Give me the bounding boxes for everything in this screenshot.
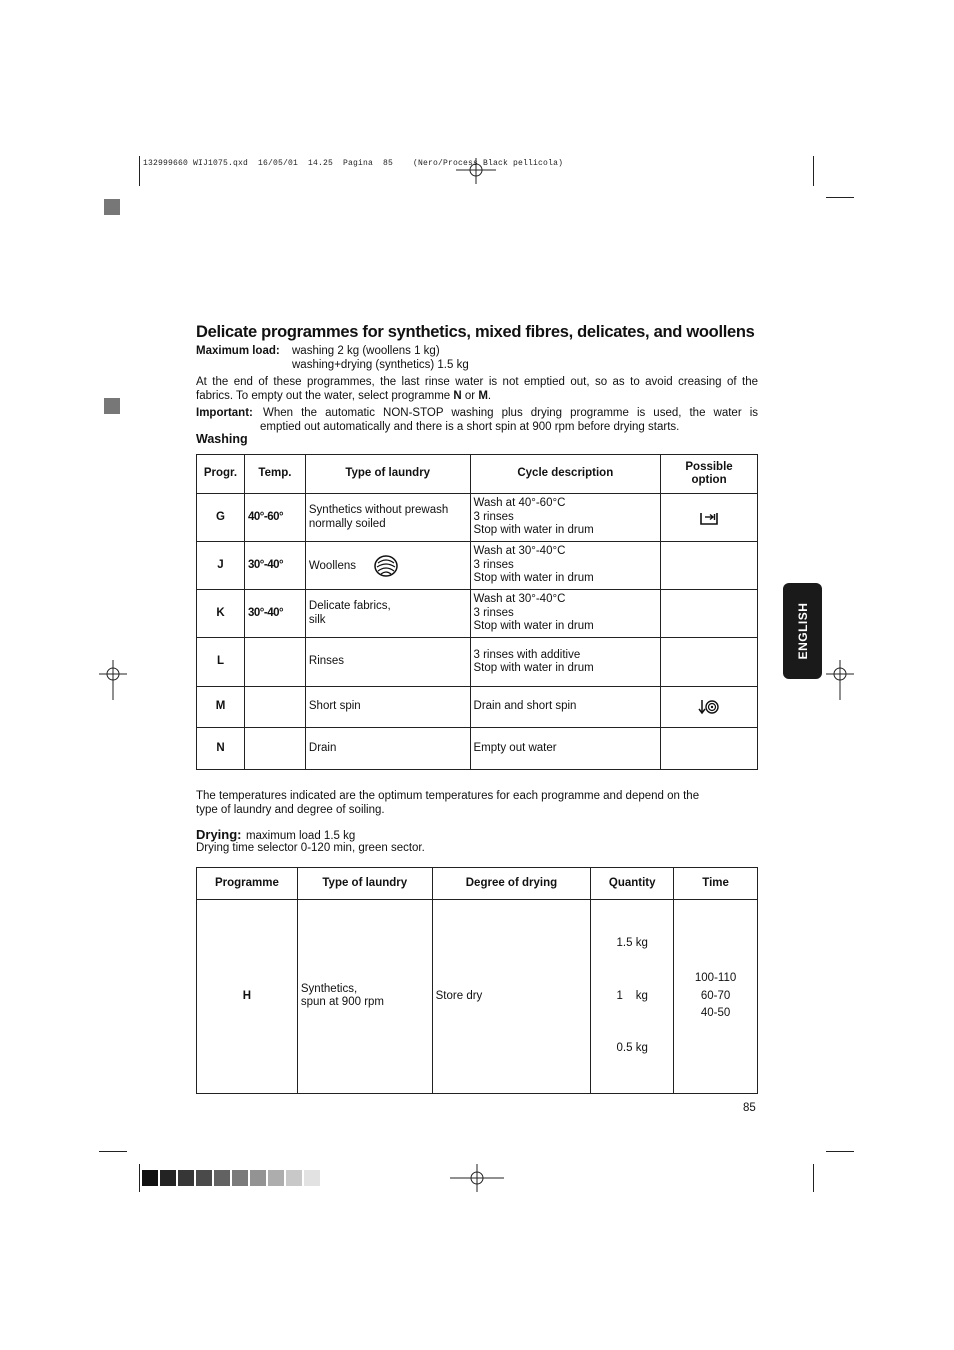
color-swatch: [232, 1170, 248, 1186]
color-swatch: [268, 1170, 284, 1186]
table-row: [197, 687, 758, 728]
table-row: [197, 494, 758, 542]
gray-marker: [104, 199, 120, 215]
crop-mark: [826, 197, 854, 198]
max-load-line1: washing 2 kg (woollens 1 kg): [292, 345, 440, 357]
intro-line2: fabrics. To empty out the water, select programme N or M.: [196, 390, 492, 402]
programme-letter: N: [197, 728, 245, 770]
cycle-description: Wash at 30°-40°C 3 rinses Stop with water in drum: [470, 542, 661, 590]
temp-note-line2: type of laundry and degree of soiling.: [196, 804, 385, 816]
temp-note-line1: The temperatures indicated are the optimum temperatures for each programme and depend on the: [196, 790, 700, 802]
column-header: Possible option: [661, 455, 758, 494]
column-header: Type of laundry: [297, 868, 432, 900]
laundry-type: Synthetics, spun at 900 rpm: [297, 900, 432, 1094]
table-row: [197, 638, 758, 687]
temperature: 30°-40°: [244, 542, 305, 590]
crop-mark: [99, 1151, 127, 1152]
column-header: Type of laundry: [305, 455, 470, 494]
laundry-type: Drain: [305, 728, 470, 770]
column-header: Temp.: [244, 455, 305, 494]
degree-of-drying: Store dry: [432, 900, 591, 1094]
washing-table: [196, 454, 758, 770]
registration-mark-left: [99, 660, 127, 700]
temperature: 40°-60°: [244, 494, 305, 542]
crop-mark: [813, 156, 814, 186]
programme-letter: G: [197, 494, 245, 542]
page-title: Delicate programmes for synthetics, mixed fibres, delicates, and woollens: [196, 323, 755, 341]
cycle-description: Wash at 40°-60°C 3 rinses Stop with water in drum: [470, 494, 661, 542]
programme-letter: K: [197, 590, 245, 638]
language-tab: [783, 583, 822, 679]
cycle-description: 3 rinses with additive Stop with water in drum: [470, 638, 661, 687]
crop-mark: [139, 156, 140, 186]
max-load-label: Maximum load:: [196, 345, 280, 357]
crop-mark: [826, 1151, 854, 1152]
table-header-row: [197, 455, 758, 494]
cycle-description: Drain and short spin: [470, 687, 661, 728]
drain-spin-icon: [698, 699, 720, 715]
language-tab-label: ENGLISH: [795, 602, 810, 660]
column-header: Programme: [197, 868, 298, 900]
print-slug: 132999660 WIJ1075.qxd 16/05/01 14.25 Pagina 85 (Nero/Process Black pellicola): [143, 159, 564, 168]
registration-mark-top: [456, 158, 496, 184]
option-cell: [661, 494, 758, 542]
temperature: 30°-40°: [244, 590, 305, 638]
laundry-type: Delicate fabrics, silk: [305, 590, 470, 638]
temperature: [244, 687, 305, 728]
registration-mark-bottom: [450, 1164, 504, 1192]
table-header-row: [197, 868, 758, 900]
option-cell: [661, 728, 758, 770]
laundry-type: Woollens: [305, 542, 470, 590]
color-swatch: [142, 1170, 158, 1186]
programme-letter: M: [197, 687, 245, 728]
table-row: [197, 542, 758, 590]
laundry-type: Synthetics without prewash normally soiled: [305, 494, 470, 542]
column-header: Degree of drying: [432, 868, 591, 900]
option-cell: [661, 638, 758, 687]
color-swatch: [160, 1170, 176, 1186]
max-load-line2: washing+drying (synthetics) 1.5 kg: [292, 359, 469, 371]
crop-mark: [813, 1164, 814, 1192]
column-header: Cycle description: [470, 455, 661, 494]
table-row: [197, 900, 758, 1094]
wool-icon: [373, 554, 399, 578]
drying-info: Drying: maximum load 1.5 kg: [196, 827, 356, 842]
color-swatch: [304, 1170, 320, 1186]
gray-marker: [104, 398, 120, 414]
color-swatch: [286, 1170, 302, 1186]
programme-letter: H: [197, 900, 298, 1094]
table-row: [197, 728, 758, 770]
temperature: [244, 728, 305, 770]
column-header: Quantity: [591, 868, 674, 900]
cycle-description: Wash at 30°-40°C 3 rinses Stop with water in drum: [470, 590, 661, 638]
important-line2: emptied out automatically and there is a short spin at 900 rpm before drying starts.: [260, 421, 680, 433]
option-cell: [661, 542, 758, 590]
programme-letter: J: [197, 542, 245, 590]
important-label: Important:: [196, 407, 253, 419]
option-cell: [661, 687, 758, 728]
intro-line1: At the end of these programmes, the last rinse water is not emptied out, so as to avoid creasing of the: [196, 376, 758, 388]
color-swatch: [178, 1170, 194, 1186]
laundry-type: Rinses: [305, 638, 470, 687]
laundry-type: Short spin: [305, 687, 470, 728]
registration-mark-right: [826, 660, 854, 700]
table-row: [197, 590, 758, 638]
drying-table: [196, 867, 758, 1094]
crop-mark: [139, 1164, 140, 1192]
column-header: Progr.: [197, 455, 245, 494]
non-stop-icon: [699, 510, 719, 526]
column-header: Time: [674, 868, 758, 900]
drying-selector: Drying time selector 0-120 min, green sector.: [196, 842, 425, 854]
color-swatch: [196, 1170, 212, 1186]
page-number: 85: [743, 1102, 756, 1114]
time-cell: 100-110 60-70 40-50: [674, 900, 758, 1094]
important-line1: When the automatic NON-STOP washing plus drying programme is used, the water is: [263, 407, 758, 419]
programme-letter: L: [197, 638, 245, 687]
option-cell: [661, 590, 758, 638]
quantity-cell: 1.5 kg 1 kg 0.5 kg: [591, 900, 674, 1094]
washing-heading: Washing: [196, 432, 248, 446]
temperature: [244, 638, 305, 687]
cycle-description: Empty out water: [470, 728, 661, 770]
color-swatch: [250, 1170, 266, 1186]
color-swatch: [214, 1170, 230, 1186]
